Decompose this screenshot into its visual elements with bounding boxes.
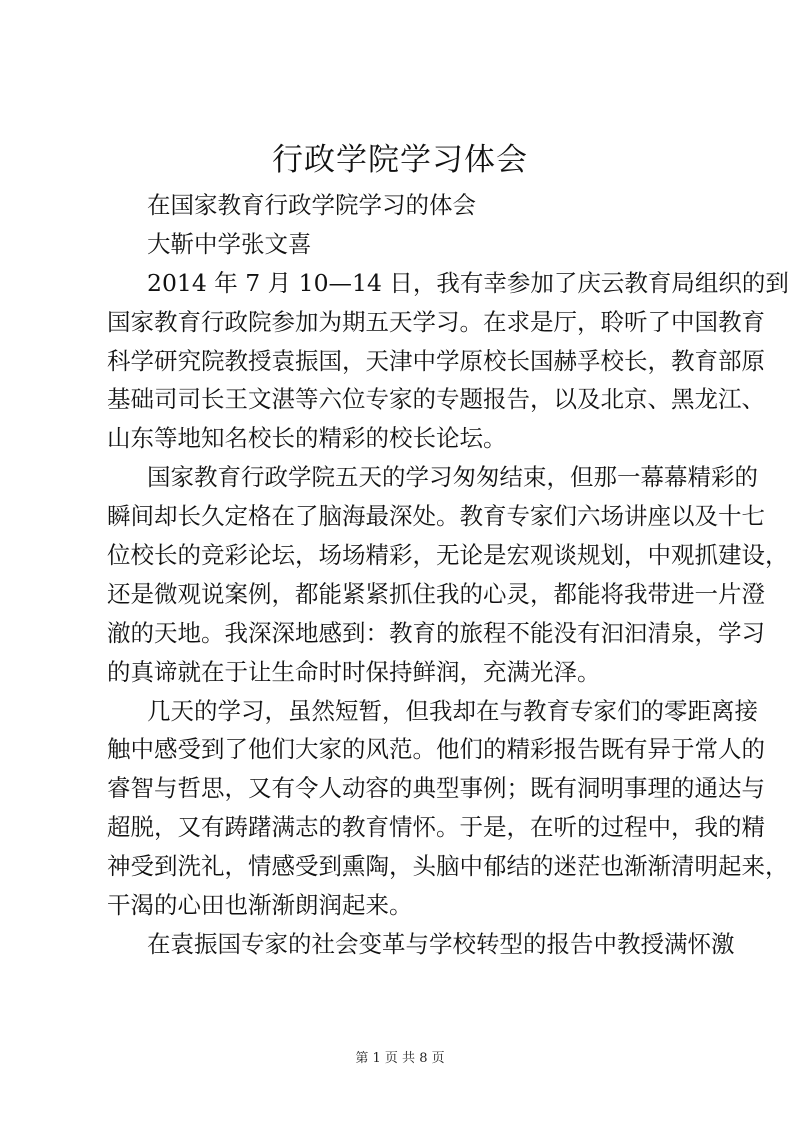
text-line: 几天的学习，虽然短暂，但我却在与教育专家们的零距离接 xyxy=(147,696,758,725)
page-footer: 第 1 页 共 8 页 xyxy=(355,1051,445,1066)
text-line: 干渴的心田也渐渐朗润起来。 xyxy=(107,891,413,920)
text-line: 在袁振国专家的社会变革与学校转型的报告中教授满怀激 xyxy=(147,929,735,958)
text-line: 2014 年 7 月 10—14 日，我有幸参加了庆云教育局组织的到 xyxy=(147,268,789,297)
text-line: 澈的天地。我深深地感到：教育的旅程不能没有汩汩清泉，学习 xyxy=(107,618,765,647)
text-line: 在国家教育行政学院学习的体会 xyxy=(147,191,476,219)
text-line: 国家教育行政院参加为期五天学习。在求是厅，聆听了中国教育 xyxy=(107,307,765,336)
text-line: 大靳中学张文喜 xyxy=(147,229,312,258)
text-line: 基础司司长王文湛等六位专家的专题报告，以及北京、黑龙江、 xyxy=(107,385,765,414)
text-line: 睿智与哲思，又有令人动容的典型事例；既有洞明事理的通达与 xyxy=(107,774,765,803)
text-line: 国家教育行政学院五天的学习匆匆结束，但那一幕幕精彩的 xyxy=(147,463,758,492)
text-line: 山东等地知名校长的精彩的校长论坛。 xyxy=(107,424,507,453)
document-title: 行政学院学习体会 xyxy=(272,142,528,178)
text-line: 神受到洗礼，情感受到熏陶，头脑中郁结的迷茫也渐渐清明起来， xyxy=(107,852,789,881)
text-line: 科学研究院教授袁振国，天津中学原校长国赫孚校长，教育部原 xyxy=(107,346,765,375)
text-line: 触中感受到了他们大家的风范。他们的精彩报告既有异于常人的 xyxy=(107,735,765,764)
text-line: 还是微观说案例，都能紧紧抓住我的心灵，都能将我带进一片澄 xyxy=(107,579,765,608)
document-body xyxy=(107,186,789,964)
text-line: 超脱，又有踌躇满志的教育情怀。于是，在听的过程中，我的精 xyxy=(107,813,765,842)
text-line: 瞬间却长久定格在了脑海最深处。教育专家们六场讲座以及十七 xyxy=(107,502,765,531)
text-line: 位校长的竞彩论坛，场场精彩，无论是宏观谈规划，中观抓建设， xyxy=(107,541,789,570)
text-line: 的真谛就在于让生命时时保持鲜润，充满光泽。 xyxy=(107,657,601,686)
